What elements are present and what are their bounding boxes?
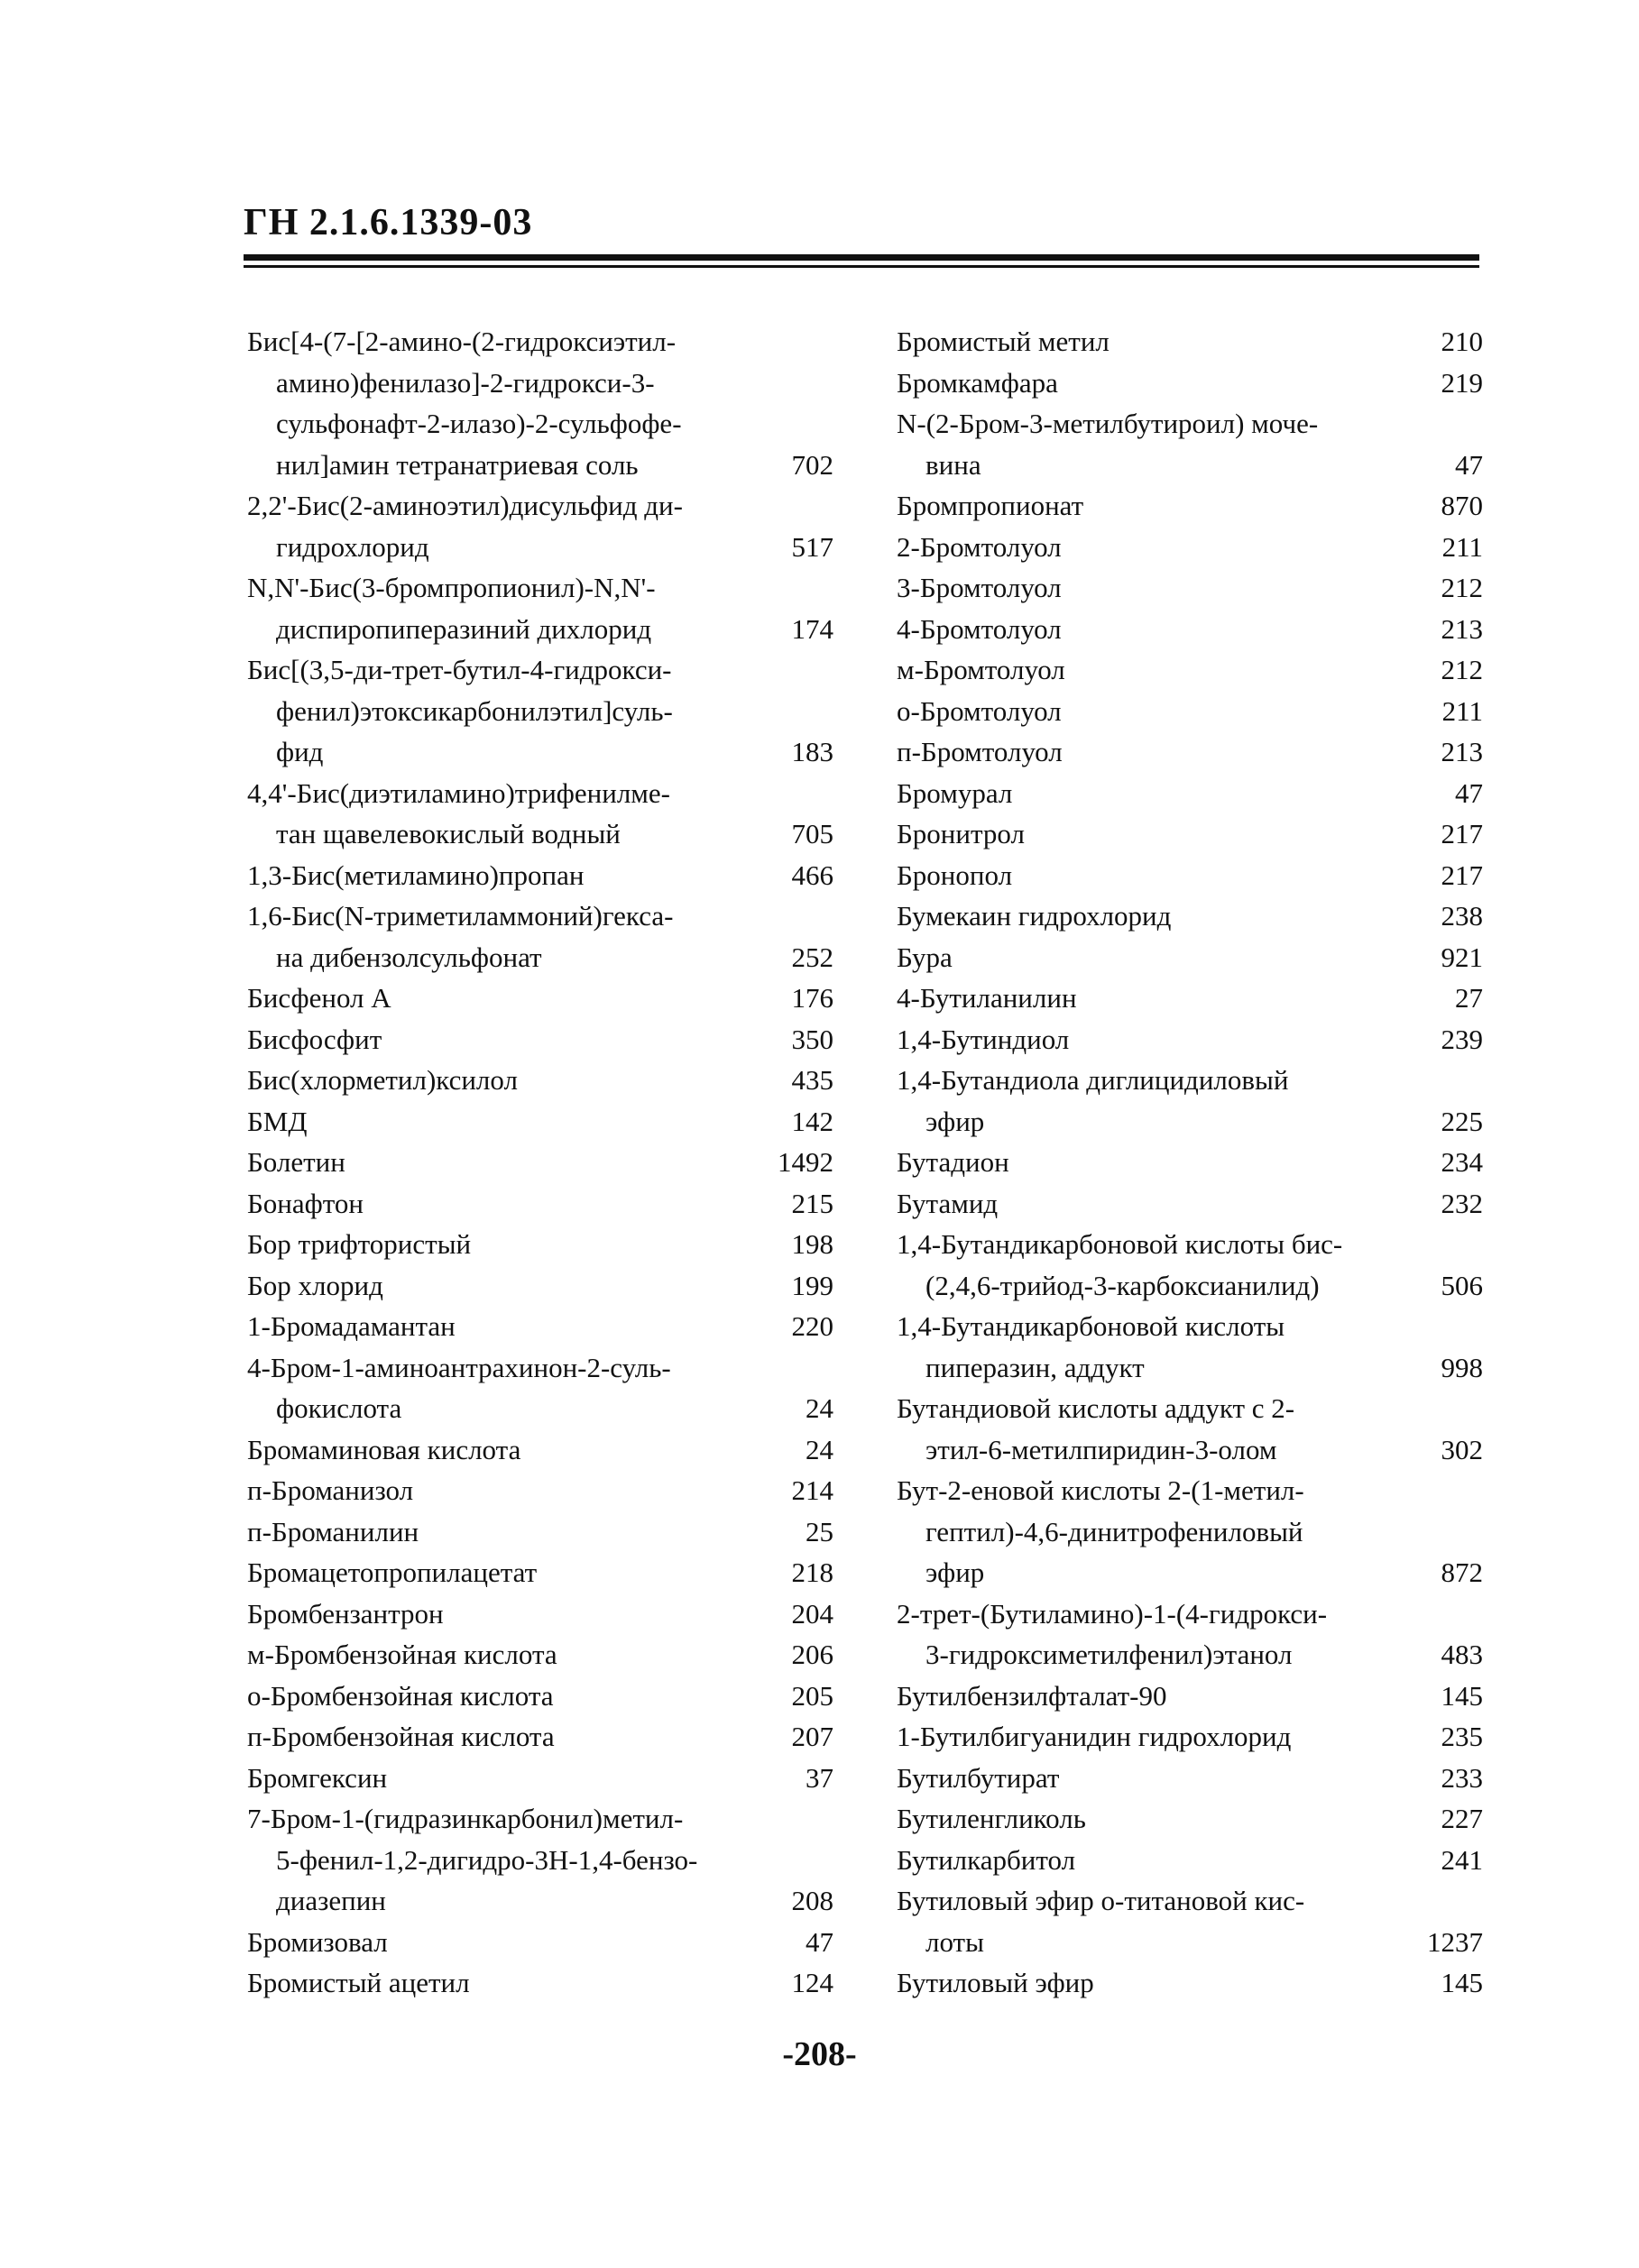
entry-name <box>897 691 1420 732</box>
index-entry <box>897 1593 1483 1676</box>
entry-name <box>897 855 1420 896</box>
entry-page-ref: 215 <box>791 1187 833 1219</box>
entry-name-line: Бутилкарбитол <box>897 1843 1076 1876</box>
entry-name <box>897 527 1420 568</box>
entry-name-line: Бутилбутират <box>897 1761 1060 1794</box>
index-entry <box>897 321 1483 363</box>
entry-name-line: Бис[4-(7-[2-амино-(2-гидроксиэтил- <box>247 326 677 357</box>
index-entry <box>247 1060 833 1101</box>
entry-name <box>897 1019 1420 1061</box>
index-entry <box>247 1347 833 1429</box>
index-entry <box>247 1019 833 1061</box>
index-entry <box>247 773 833 855</box>
entry-page-ref: 220 <box>791 1310 833 1342</box>
entry-name-line: БМД <box>247 1105 308 1137</box>
entry-name <box>247 1101 770 1143</box>
entry-name-line: Бромурал <box>897 776 1013 809</box>
entry-name <box>897 1758 1420 1799</box>
entry-name-line: 1-Бутилбигуанидин гидрохлорид <box>897 1721 1292 1752</box>
entry-name-line: 2,2'-Бис(2-аминоэтил)дисульфид ди- <box>247 490 683 521</box>
index-entry <box>897 1388 1483 1470</box>
entry-name-line: 4-Бром-1-аминоантрахинон-2-суль- <box>247 1351 671 1383</box>
index-entry <box>247 1142 833 1183</box>
entry-name <box>897 895 1420 937</box>
entry-page-ref: 213 <box>1441 612 1483 645</box>
entry-name <box>897 1224 1420 1306</box>
index-entry <box>897 1183 1483 1225</box>
index-entry <box>897 363 1483 404</box>
entry-name-line: (2,4,6-трийод-3-карбоксианилид) <box>925 1269 1320 1301</box>
entry-name-line: 1,6-Бис(N-триметиламмоний)гекса- <box>247 900 674 932</box>
entry-name-line: Бутандиовой кислоты аддукт с 2- <box>897 1392 1295 1424</box>
entry-page-ref: 517 <box>791 530 833 563</box>
entry-page-ref: 998 <box>1441 1351 1483 1383</box>
entry-page-ref: 183 <box>791 736 833 767</box>
entry-page-ref: 206 <box>791 1639 833 1670</box>
index-entry <box>897 1840 1483 1881</box>
header-rule-thin <box>244 265 1479 268</box>
entry-name <box>897 773 1420 814</box>
entry-page-ref: 506 <box>1441 1269 1483 1301</box>
index-entry <box>247 1634 833 1676</box>
entry-page-ref: 302 <box>1441 1433 1483 1465</box>
entry-page-ref: 24 <box>806 1392 833 1424</box>
entry-name <box>247 485 770 567</box>
index-entry <box>897 731 1483 773</box>
entry-name-line: N,N'-Бис(3-бромпропионил)-N,N'- <box>247 572 656 603</box>
entry-name <box>897 1060 1420 1142</box>
entry-name <box>897 321 1420 363</box>
entry-page-ref: 225 <box>1441 1105 1483 1137</box>
entry-name-line: диазепин <box>276 1885 386 1916</box>
entry-name-line: Бромацетопропилацетат <box>247 1556 538 1588</box>
entry-name <box>897 485 1420 527</box>
index-entry <box>247 1429 833 1471</box>
index-entry <box>897 1060 1483 1142</box>
entry-page-ref: 483 <box>1441 1639 1483 1670</box>
entry-name-line: гептил)-4,6-динитрофениловый <box>925 1515 1303 1547</box>
entry-page-ref: 217 <box>1441 859 1483 891</box>
entry-name-line: Бура <box>897 941 953 973</box>
entry-page-ref: 47 <box>806 1925 833 1958</box>
index-entry <box>247 1922 833 1963</box>
page-header <box>244 200 1479 245</box>
entry-name-line: 1,4-Бутандикарбоновой кислоты <box>897 1310 1285 1342</box>
entry-page-ref: 212 <box>1441 572 1483 603</box>
entry-page-ref: 205 <box>791 1679 833 1712</box>
entry-page-ref: 124 <box>791 1967 833 1998</box>
entry-name-line: Бисфосфит <box>247 1023 382 1055</box>
index-entry <box>897 1716 1483 1758</box>
index-entry <box>897 403 1483 485</box>
entry-page-ref: 176 <box>791 982 833 1014</box>
entry-name <box>247 1429 770 1471</box>
entry-name <box>247 1183 770 1225</box>
entry-name-line: фокислота <box>276 1392 402 1424</box>
entry-name <box>897 1470 1420 1593</box>
entry-page-ref: 702 <box>791 448 833 481</box>
entry-name-line: на дибензолсульфонат <box>276 941 542 973</box>
entry-page-ref: 235 <box>1441 1721 1483 1752</box>
index-entry <box>897 567 1483 609</box>
entry-name-line: Бромгексин <box>247 1761 388 1794</box>
index-entry <box>247 1593 833 1635</box>
entry-name <box>247 1265 770 1307</box>
entry-name <box>247 773 770 855</box>
index-entry <box>247 567 833 649</box>
entry-name <box>247 1922 770 1963</box>
entry-name <box>247 1019 770 1061</box>
index-entry <box>897 773 1483 814</box>
entry-name <box>897 813 1420 855</box>
entry-name-line: Бромистый метил <box>897 326 1110 357</box>
entry-name-line: Бутиловый эфир о-титановой кис- <box>897 1885 1305 1916</box>
entry-page-ref: 211 <box>1441 530 1483 563</box>
entry-name-line: Бисфенол А <box>247 982 391 1014</box>
entry-page-ref: 212 <box>1441 654 1483 685</box>
index-entry <box>247 1758 833 1799</box>
entry-name <box>247 978 770 1019</box>
entry-page-ref: 921 <box>1441 941 1483 973</box>
index-entry <box>897 1470 1483 1593</box>
entry-name <box>897 403 1420 485</box>
entry-name-line: Бромбензантрон <box>247 1597 444 1630</box>
entry-name-line: сульфонафт-2-илазо)-2-сульфофе- <box>276 408 682 439</box>
entry-page-ref: 466 <box>791 859 833 891</box>
entry-name <box>897 363 1420 404</box>
index-entry <box>897 1019 1483 1061</box>
entry-name-line: Бутиленгликоль <box>897 1803 1086 1834</box>
entry-name-line: 3-гидроксиметилфенил)этанол <box>925 1639 1293 1670</box>
entry-page-ref: 1492 <box>778 1146 833 1178</box>
entry-name-line: 2-трет-(Бутиламино)-1-(4-гидрокси- <box>897 1597 1328 1630</box>
index-entry <box>897 1880 1483 1962</box>
index-entry <box>247 1798 833 1922</box>
entry-name-line: 2-Бромтолуол <box>897 530 1062 563</box>
entry-name <box>247 1758 770 1799</box>
index-column-right <box>897 321 1483 2004</box>
entry-name-line: Бис[(3,5-ди-трет-бутил-4-гидрокси- <box>247 654 672 685</box>
entry-name <box>897 1962 1420 2004</box>
entry-page-ref: 207 <box>791 1721 833 1752</box>
entry-name-line: эфир <box>925 1556 985 1588</box>
index-column-left <box>247 321 833 2004</box>
index-entry <box>247 855 833 896</box>
entry-name-line: Бор хлорид <box>247 1269 383 1301</box>
entry-name-line: п-Броманизол <box>247 1474 414 1506</box>
entry-name <box>247 1798 770 1922</box>
index-entry <box>897 1224 1483 1306</box>
entry-name <box>247 1634 770 1676</box>
entry-name <box>247 1306 770 1347</box>
index-entry <box>247 1306 833 1347</box>
entry-name-line: 4-Бутиланилин <box>897 982 1077 1014</box>
entry-name-line: Бутамид <box>897 1187 999 1219</box>
entry-name-line: 4-Бромтолуол <box>897 612 1062 645</box>
entry-page-ref: 211 <box>1441 694 1483 727</box>
entry-name-line: этил-6-метилпиридин-3-олом <box>925 1433 1277 1465</box>
index-entry <box>897 1142 1483 1183</box>
entry-page-ref: 198 <box>791 1228 833 1260</box>
index-entry <box>897 527 1483 568</box>
entry-name-line: Бромистый ацетил <box>247 1967 470 1998</box>
entry-name <box>247 1716 770 1758</box>
entry-name-line: Бутадион <box>897 1146 1009 1178</box>
entry-name-line: о-Бромтолуол <box>897 694 1062 727</box>
entry-name-line: 5-фенил-1,2-дигидро-3Н-1,4-бензо- <box>276 1843 698 1876</box>
entry-page-ref: 204 <box>791 1597 833 1630</box>
entry-page-ref: 239 <box>1441 1023 1483 1055</box>
index-entry <box>247 895 833 978</box>
entry-page-ref: 252 <box>791 941 833 973</box>
entry-page-ref: 174 <box>791 612 833 645</box>
entry-page-ref: 27 <box>1455 982 1483 1014</box>
entry-name-line: Бромизовал <box>247 1925 388 1958</box>
entry-page-ref: 199 <box>791 1269 833 1301</box>
index-entry <box>897 485 1483 527</box>
entry-name <box>247 321 770 485</box>
entry-name-line: п-Бромтолуол <box>897 736 1063 767</box>
entry-page-ref: 233 <box>1441 1761 1483 1794</box>
entry-name-line: пиперазин, аддукт <box>925 1351 1145 1383</box>
index-entry <box>247 1224 833 1265</box>
entry-page-ref: 870 <box>1441 490 1483 521</box>
index-entry <box>897 649 1483 691</box>
entry-name <box>247 567 770 649</box>
entry-name <box>897 609 1420 650</box>
entry-name-line: лоты <box>925 1925 984 1958</box>
entry-page-ref: 47 <box>1455 776 1483 809</box>
index-entry <box>897 1676 1483 1717</box>
entry-name <box>897 1306 1420 1388</box>
entry-name <box>247 1470 770 1511</box>
entry-name <box>247 649 770 773</box>
index-entry <box>897 691 1483 732</box>
entry-name-line: Болетин <box>247 1146 345 1178</box>
entry-name <box>247 1511 770 1553</box>
entry-page-ref: 213 <box>1441 736 1483 767</box>
index-entry <box>247 1511 833 1553</box>
entry-name-line: п-Бромбензойная кислота <box>247 1721 555 1752</box>
index-entry <box>897 1758 1483 1799</box>
entry-name-line: фид <box>276 736 324 767</box>
entry-name-line: 3-Бромтолуол <box>897 572 1062 603</box>
entry-name-line: Бис(хлорметил)ксилол <box>247 1064 518 1096</box>
entry-page-ref: 145 <box>1441 1967 1483 1998</box>
entry-name-line: фенил)этоксикарбонилэтил]суль- <box>276 694 673 727</box>
entry-name-line: Бромкамфара <box>897 366 1058 399</box>
entry-name <box>897 1676 1420 1717</box>
entry-name-line: Бутиловый эфир <box>897 1967 1094 1998</box>
entry-page-ref: 435 <box>791 1064 833 1096</box>
index-entry <box>247 1101 833 1143</box>
document-code: ГН 2.1.6.1339-03 <box>244 202 533 243</box>
index-entry <box>897 609 1483 650</box>
entry-name <box>247 1142 770 1183</box>
index-entry <box>247 1470 833 1511</box>
entry-name-line: 1,4-Бутандикарбоновой кислоты бис- <box>897 1228 1343 1260</box>
entry-name <box>897 1840 1420 1881</box>
entry-name <box>897 1880 1420 1962</box>
entry-name-line: Бонафтон <box>247 1187 364 1219</box>
entry-page-ref: 208 <box>791 1885 833 1916</box>
entry-name <box>247 895 770 978</box>
index-entry <box>897 895 1483 937</box>
entry-name-line: Бронопол <box>897 859 1013 891</box>
entry-name-line: N-(2-Бром-3-метилбутироил) моче- <box>897 408 1319 439</box>
index-entry <box>897 855 1483 896</box>
index-entry <box>897 1962 1483 2004</box>
entry-name-line: 1,4-Бутиндиол <box>897 1023 1070 1055</box>
entry-name <box>897 1593 1420 1676</box>
entry-page-ref: 241 <box>1441 1843 1483 1876</box>
index-entry <box>897 937 1483 978</box>
entry-name <box>247 1552 770 1593</box>
entry-name <box>897 1798 1420 1840</box>
entry-name <box>897 649 1420 691</box>
entry-name-line: Бромаминовая кислота <box>247 1433 521 1465</box>
entry-name-line: м-Бромтолуол <box>897 654 1065 685</box>
header-rule-thick <box>244 254 1479 261</box>
entry-page-ref: 227 <box>1441 1803 1483 1834</box>
entry-name-line: вина <box>925 448 981 481</box>
entry-name-line: 1-Бромадамантан <box>247 1310 456 1342</box>
index-entry <box>247 1676 833 1717</box>
entry-page-ref: 705 <box>791 818 833 849</box>
entry-name <box>247 855 770 896</box>
entry-name-line: о-Бромбензойная кислота <box>247 1679 554 1712</box>
entry-name <box>247 1962 770 2004</box>
entry-name <box>247 1347 770 1429</box>
index-entry <box>897 978 1483 1019</box>
entry-name <box>897 731 1420 773</box>
entry-page-ref: 232 <box>1441 1187 1483 1219</box>
index-entry <box>247 1552 833 1593</box>
entry-name-line: 4,4'-Бис(диэтиламино)трифенилме- <box>247 776 670 809</box>
entry-name-line: нил]амин тетранатриевая соль <box>276 448 639 481</box>
entry-name-line: м-Бромбензойная кислота <box>247 1639 557 1670</box>
entry-name-line: Бут-2-еновой кислоты 2-(1-метил- <box>897 1474 1304 1506</box>
entry-page-ref: 1237 <box>1427 1925 1483 1958</box>
entry-page-ref: 25 <box>806 1515 833 1547</box>
index-entry <box>897 1798 1483 1840</box>
entry-name <box>897 937 1420 978</box>
entry-page-ref: 217 <box>1441 818 1483 849</box>
entry-page-ref: 47 <box>1455 448 1483 481</box>
entry-name-line: 1,3-Бис(метиламино)пропан <box>247 859 585 891</box>
entry-name <box>897 978 1420 1019</box>
entry-name-line: Бутилбензилфталат-90 <box>897 1679 1167 1712</box>
entry-name-line: 7-Бром-1-(гидразинкарбонил)метил- <box>247 1803 684 1834</box>
entry-name <box>247 1676 770 1717</box>
entry-name <box>247 1224 770 1265</box>
entry-name <box>247 1060 770 1101</box>
entry-page-ref: 218 <box>791 1556 833 1588</box>
entry-name-line: диспиропиперазиний дихлорид <box>276 612 652 645</box>
entry-name-line: гидрохлорид <box>276 530 429 563</box>
entry-name <box>897 1142 1420 1183</box>
index-entry <box>247 978 833 1019</box>
entry-page-ref: 350 <box>791 1023 833 1055</box>
index-entry <box>247 321 833 485</box>
entry-name-line: п-Броманилин <box>247 1515 419 1547</box>
page-number: -208- <box>782 2035 857 2073</box>
index-entry <box>247 1265 833 1307</box>
entry-page-ref: 210 <box>1441 326 1483 357</box>
entry-name-line: Бумекаин гидрохлорид <box>897 900 1172 932</box>
entry-page-ref: 872 <box>1441 1556 1483 1588</box>
entry-name-line: эфир <box>925 1105 985 1137</box>
entry-name-line: Бор трифтористый <box>247 1228 472 1260</box>
entry-name-line: Бромпропионат <box>897 490 1084 521</box>
entry-name-line: Бронитрол <box>897 818 1025 849</box>
entry-name-line: 1,4-Бутандиола диглицидиловый <box>897 1064 1289 1096</box>
entry-name <box>897 1183 1420 1225</box>
entry-name-line: тан щавелевокислый водный <box>276 818 621 849</box>
entry-page-ref: 219 <box>1441 366 1483 399</box>
index-entry <box>897 1306 1483 1388</box>
entry-name <box>247 1593 770 1635</box>
index-entry <box>897 813 1483 855</box>
entry-page-ref: 214 <box>791 1474 833 1506</box>
entry-page-ref: 24 <box>806 1433 833 1465</box>
index-entry <box>247 1962 833 2004</box>
entry-page-ref: 142 <box>791 1105 833 1137</box>
index-entry <box>247 1716 833 1758</box>
entry-page-ref: 145 <box>1441 1679 1483 1712</box>
entry-name-line: амино)фенилазо]-2-гидрокси-3- <box>276 366 655 399</box>
entry-name <box>897 567 1420 609</box>
index-entry <box>247 649 833 773</box>
entry-name <box>897 1388 1420 1470</box>
entry-name <box>897 1716 1420 1758</box>
entry-page-ref: 37 <box>806 1761 833 1794</box>
index-entry <box>247 485 833 567</box>
index-entry <box>247 1183 833 1225</box>
entry-page-ref: 234 <box>1441 1146 1483 1178</box>
entry-page-ref: 238 <box>1441 900 1483 932</box>
